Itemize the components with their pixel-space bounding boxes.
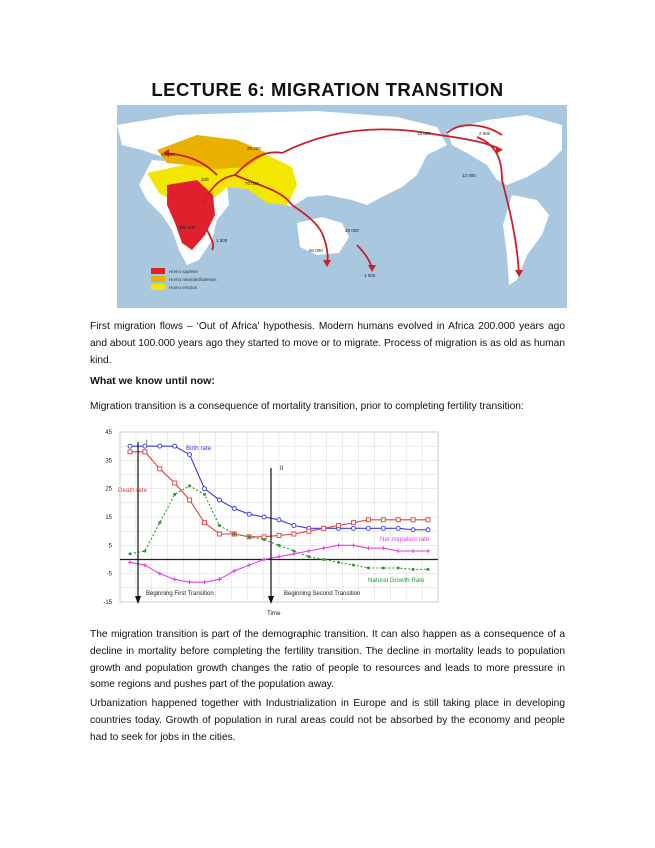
data-point — [381, 526, 385, 530]
label-africa: 400 000 — [179, 225, 196, 230]
data-point — [366, 526, 370, 530]
y-tick-label: 5 — [108, 543, 112, 550]
label-natural-growth: Natural Growth Rate — [368, 577, 425, 584]
data-point — [158, 444, 162, 448]
data-point — [307, 555, 310, 558]
data-point — [427, 568, 430, 571]
data-point — [232, 507, 236, 511]
data-point — [217, 532, 221, 536]
legend-swatch-erectus — [151, 284, 165, 290]
y-tick-label: 45 — [105, 430, 112, 436]
demographic-transition-chart — [90, 420, 448, 618]
data-point — [143, 550, 146, 553]
section-heading: What we know until now: — [90, 375, 215, 387]
page-title: LECTURE 6: MIGRATION TRANSITION — [151, 79, 504, 100]
data-point — [188, 484, 191, 487]
migration-map — [117, 105, 567, 308]
label-second-transition: Beginning Second Transition — [284, 591, 361, 597]
label-ii: II — [280, 466, 284, 472]
label-asia-south: 70 000 — [245, 181, 259, 186]
label-new-zealand: 1 000 — [364, 273, 376, 278]
y-tick-label: 25 — [105, 486, 112, 493]
data-point — [292, 532, 296, 536]
y-tick-label: 35 — [105, 458, 112, 465]
label-australia-pre: 30 000 — [345, 228, 359, 233]
data-point — [411, 528, 415, 532]
label-asia-north: 25 000 — [247, 146, 261, 151]
label-middle-east: 100 — [201, 177, 209, 182]
label-beringia: 15 000 — [417, 131, 431, 136]
data-point — [367, 567, 370, 570]
label-net-migration: Net migration rate — [380, 536, 430, 543]
data-point — [129, 552, 132, 555]
data-point — [322, 558, 325, 561]
data-point — [396, 518, 400, 522]
label-birth-rate: Birth rate — [186, 445, 212, 452]
label-north-america: 2 500 — [479, 131, 491, 136]
paragraph-migration-transition: Migration transition is a consequence of mortality transition, prior to completing fertility transition: — [90, 401, 524, 412]
label-americas: 12 000 — [462, 173, 476, 178]
data-point — [426, 528, 430, 532]
data-point — [397, 567, 400, 570]
data-point — [143, 450, 147, 454]
legend-swatch-neander — [151, 276, 165, 282]
label-australia: 50 000 — [309, 248, 323, 253]
y-tick-label: 15 — [105, 515, 112, 521]
data-point — [203, 521, 207, 525]
data-point — [158, 467, 162, 471]
paragraph-demographic-transition: The migration transition is part of the demographic transition. It can also happen as a consequence of a decline in mortality before completing the fertility transition. The decline in mortality leads to population growth and population growth changes the ratio of people to resources and leads to more pressure in some regions and pushes part of the population away. — [90, 629, 565, 691]
data-point — [263, 538, 266, 541]
data-point — [277, 518, 281, 522]
data-point — [218, 524, 221, 527]
y-tick-label: -5 — [106, 571, 112, 578]
data-point — [173, 444, 177, 448]
data-point — [322, 526, 326, 530]
data-point — [426, 518, 430, 522]
data-point — [337, 561, 340, 564]
legend-swatch-sapiens — [151, 268, 165, 274]
label-i: I — [146, 440, 148, 446]
paragraph-out-of-africa: First migration flows – ‘Out of Africa’ hypothesis. Modern humans evolved in Africa 200.000 years ago and about 100.000 years ago they started to move or to migrate. Process of migration is as old as human kind. — [90, 321, 565, 366]
paragraph-urbanization: Urbanization happened together with Industrialization in Europe and is still taking place in developing countries today. Growth of population in rural areas could not be absorbed by the economy and people had to seek for jobs in the cities. — [90, 698, 565, 743]
data-point — [292, 524, 296, 528]
label-europe: 45 000 — [161, 152, 175, 157]
y-tick-label: -15 — [103, 600, 112, 606]
data-point — [203, 493, 206, 496]
data-point — [277, 533, 281, 537]
data-point — [128, 444, 132, 448]
data-point — [233, 533, 236, 536]
label-first-transition: Beginning First Transition — [146, 591, 214, 597]
data-point — [248, 535, 251, 538]
data-point — [173, 493, 176, 496]
legend-erectus: Homo erectus — [169, 285, 198, 290]
label-death-rate: Death rate — [118, 487, 147, 494]
data-point — [411, 518, 415, 522]
data-point — [352, 521, 356, 525]
data-point — [247, 512, 251, 516]
data-point — [382, 567, 385, 570]
x-axis-label: Time — [267, 610, 281, 617]
data-point — [188, 453, 192, 457]
data-point — [381, 518, 385, 522]
data-point — [352, 526, 356, 530]
legend-neanderthalensis: Homo neanderthalensis — [169, 277, 217, 282]
data-point — [307, 529, 311, 533]
data-point — [396, 526, 400, 530]
data-point — [217, 498, 221, 502]
data-point — [337, 524, 341, 528]
data-point — [262, 515, 266, 519]
data-point — [366, 518, 370, 522]
data-point — [203, 487, 207, 491]
data-point — [158, 521, 161, 524]
data-point — [278, 544, 281, 547]
data-point — [173, 481, 177, 485]
data-point — [412, 568, 415, 571]
data-point — [128, 450, 132, 454]
legend-sapiens: Homo sapiens — [169, 269, 198, 274]
data-point — [188, 498, 192, 502]
label-madagascar: 1 500 — [216, 238, 228, 243]
data-point — [352, 564, 355, 567]
